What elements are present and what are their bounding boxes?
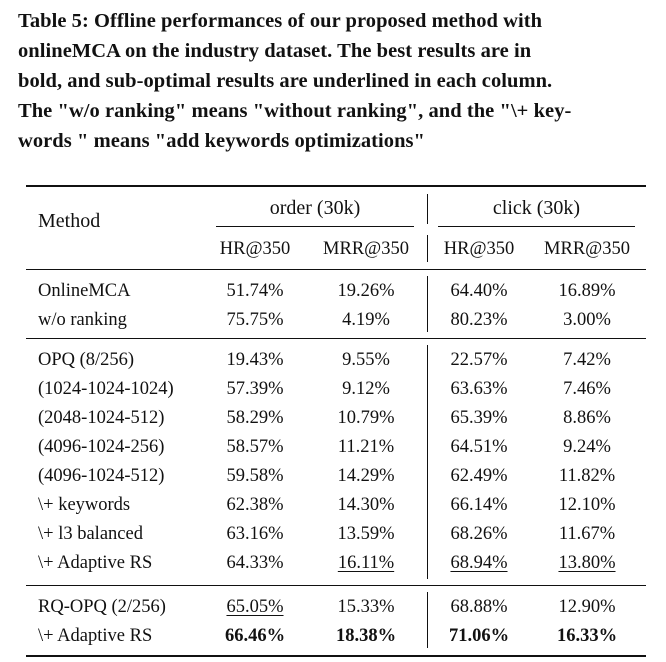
cell-value: 22.57% [450, 350, 508, 370]
header-order-hr: HR@350 [219, 239, 291, 259]
cell-value: 15.33% [337, 597, 395, 617]
table-cell [200, 494, 310, 516]
cell-value: 64.40% [450, 281, 508, 301]
header-method: Method [38, 210, 101, 232]
cell-value: 64.51% [450, 437, 508, 457]
row-method-label: w/o ranking [38, 310, 127, 330]
header-click-hr: HR@350 [443, 239, 515, 259]
table-cell [311, 436, 421, 458]
table-caption [18, 6, 654, 156]
cell-value: 14.30% [337, 495, 395, 515]
row-method-label: (4096-1024-256) [38, 437, 165, 457]
cell-value: 10.79% [337, 408, 395, 428]
row-method-label: (4096-1024-512) [38, 466, 165, 486]
caption-line: words " means "add keywords optimizations" [18, 130, 425, 152]
table-cell [532, 280, 642, 302]
caption-line: The "w/o ranking" means "without ranking", and the "\+ key- [18, 100, 572, 122]
table-cell [200, 436, 310, 458]
cell-value: 57.39% [226, 379, 284, 399]
table-cell [424, 494, 534, 516]
cell-value: 58.57% [226, 437, 284, 457]
table-cell [311, 523, 421, 545]
table-cell [200, 523, 310, 545]
header-order-group: order (30k) [269, 197, 361, 219]
table-cell [200, 378, 310, 400]
table-cell [532, 436, 642, 458]
table-cell [200, 596, 310, 618]
cell-value: 13.80% [558, 553, 616, 573]
cell-value: 14.29% [337, 466, 395, 486]
table-cell [424, 349, 534, 371]
cell-value: 63.16% [226, 524, 284, 544]
cell-value: 62.38% [226, 495, 284, 515]
table-cell [311, 280, 421, 302]
row-method-label: \+ Adaptive RS [38, 553, 153, 573]
table-cell [532, 378, 642, 400]
table-cell [532, 465, 642, 487]
table-cell [532, 625, 642, 647]
cell-value: 13.59% [337, 524, 395, 544]
row-method-label: \+ Adaptive RS [38, 626, 153, 646]
table-cell [311, 494, 421, 516]
table-cell [424, 552, 534, 574]
column-divider [427, 194, 428, 224]
table-cell [311, 349, 421, 371]
table-cell [424, 625, 534, 647]
table-cell [532, 309, 642, 331]
table-cell [200, 625, 310, 647]
cell-value: 11.82% [558, 466, 616, 486]
cell-value: 62.49% [450, 466, 508, 486]
table-cell [311, 552, 421, 574]
header-click-group: click (30k) [492, 197, 581, 219]
group-separator-rule [26, 585, 646, 586]
order-group-underline [216, 226, 414, 227]
cell-value: 11.21% [337, 437, 395, 457]
table-cell [424, 378, 534, 400]
table-cell [311, 378, 421, 400]
cell-value: 64.33% [226, 553, 284, 573]
cell-value: 16.33% [556, 626, 618, 646]
cell-value: 71.06% [448, 626, 510, 646]
row-method-label: OPQ (8/256) [38, 350, 135, 370]
table-cell [424, 407, 534, 429]
cell-value: 59.58% [226, 466, 284, 486]
table-cell [424, 309, 534, 331]
caption-line: onlineMCA on the industry dataset. The best results are in [18, 40, 532, 62]
cell-value: 9.12% [342, 379, 390, 399]
table-cell [532, 523, 642, 545]
cell-value: 66.46% [224, 626, 286, 646]
header-rule [26, 269, 646, 270]
table-cell [424, 465, 534, 487]
table-cell [311, 407, 421, 429]
cell-value: 4.19% [342, 310, 390, 330]
table-cell [424, 523, 534, 545]
cell-value: 3.00% [563, 310, 611, 330]
cell-value: 80.23% [450, 310, 508, 330]
table-cell [532, 596, 642, 618]
table-cell [200, 407, 310, 429]
group-separator-rule [26, 338, 646, 339]
table-cell [311, 596, 421, 618]
cell-value: 68.88% [450, 597, 508, 617]
table-cell [200, 309, 310, 331]
row-method-label: OnlineMCA [38, 281, 131, 301]
table-cell [424, 596, 534, 618]
cell-value: 12.90% [558, 597, 616, 617]
row-method-label: (2048-1024-512) [38, 408, 165, 428]
cell-value: 19.26% [337, 281, 395, 301]
cell-value: 7.46% [563, 379, 611, 399]
cell-value: 65.39% [450, 408, 508, 428]
cell-value: 63.63% [450, 379, 508, 399]
cell-value: 51.74% [226, 281, 284, 301]
cell-value: 16.11% [337, 553, 395, 573]
cell-value: 75.75% [226, 310, 284, 330]
table-cell [200, 552, 310, 574]
cell-value: 9.24% [563, 437, 611, 457]
table-cell [532, 407, 642, 429]
table-cell [200, 465, 310, 487]
cell-value: 58.29% [226, 408, 284, 428]
cell-value: 18.38% [335, 626, 397, 646]
caption-line: Table 5: Offline performances of our proposed method with [18, 10, 543, 32]
header-click-mrr: MRR@350 [544, 239, 630, 259]
cell-value: 68.94% [450, 553, 508, 573]
table-cell [532, 349, 642, 371]
table-cell [200, 349, 310, 371]
row-method-label: (1024-1024-1024) [38, 379, 174, 399]
table-cell [424, 280, 534, 302]
cell-value: 12.10% [558, 495, 616, 515]
click-group-underline [438, 226, 635, 227]
cell-value: 68.26% [450, 524, 508, 544]
table-cell [424, 436, 534, 458]
bottom-rule [26, 655, 646, 657]
row-method-label: \+ keywords [38, 495, 131, 515]
table-cell [311, 625, 421, 647]
cell-value: 16.89% [558, 281, 616, 301]
row-method-label: RQ-OPQ (2/256) [38, 597, 166, 617]
table-cell [532, 552, 642, 574]
cell-value: 19.43% [226, 350, 284, 370]
table-cell [200, 280, 310, 302]
caption-line: bold, and sub-optimal results are underlined in each column. [18, 70, 553, 92]
cell-value: 11.67% [558, 524, 616, 544]
cell-value: 66.14% [450, 495, 508, 515]
top-rule [26, 185, 646, 187]
cell-value: 65.05% [226, 597, 284, 617]
table-cell [311, 465, 421, 487]
cell-value: 9.55% [342, 350, 390, 370]
row-method-label: \+ l3 balanced [38, 524, 143, 544]
header-order-mrr: MRR@350 [323, 239, 409, 259]
cell-value: 8.86% [563, 408, 611, 428]
table-cell [311, 309, 421, 331]
cell-value: 7.42% [563, 350, 611, 370]
table-cell [532, 494, 642, 516]
